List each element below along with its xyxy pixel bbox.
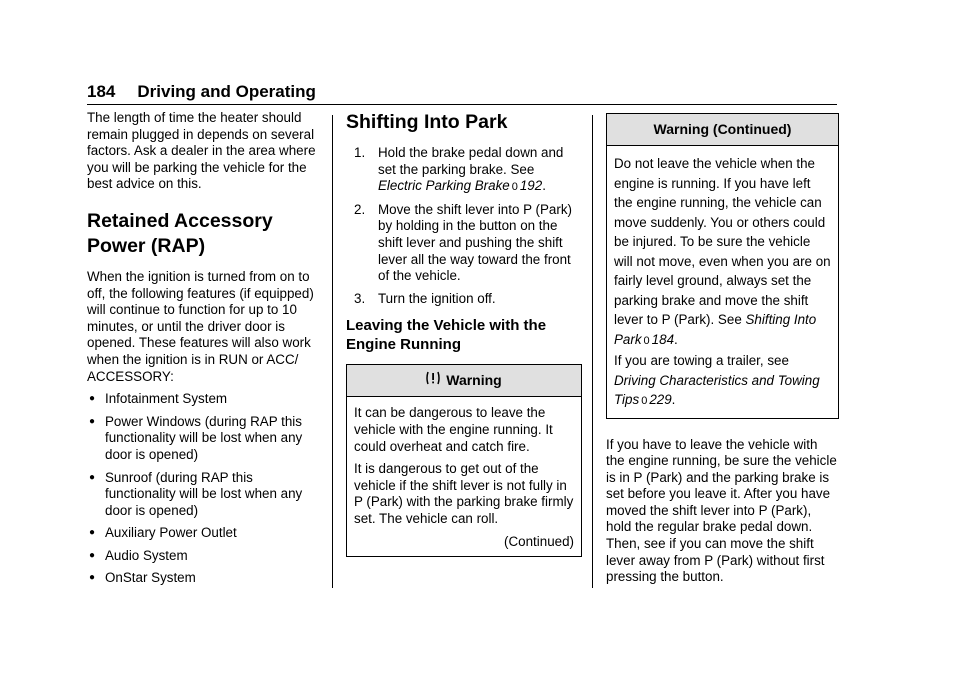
list-item (87, 391, 323, 408)
continued-label: (Continued) (504, 533, 574, 549)
list-item (346, 145, 582, 196)
list-item (346, 291, 582, 308)
step-text: Hold the brake pedal down and set the parking brake. See (378, 145, 564, 177)
warning-body (607, 146, 838, 418)
list-item (87, 470, 323, 520)
feature-list (87, 391, 323, 587)
warning-header: Warning (Continued) (607, 114, 838, 146)
warning-title: Warning (446, 372, 502, 389)
page-reference[interactable]: Driving Characteristics and Towing Tips (614, 372, 820, 407)
leaving-vehicle-heading: Leaving the Vehicle with the Engine Running (346, 317, 547, 353)
page-header (87, 80, 837, 105)
page-number: 184 (87, 82, 116, 101)
bullet-icon: ● (89, 415, 96, 427)
towing-text: If you are towing a trailer, see (614, 353, 789, 368)
warning-icon-svg (426, 370, 440, 386)
warning-box-continued (606, 113, 839, 419)
list-item-text: OnStar System (105, 570, 196, 586)
list-item-text: Infotainment System (105, 391, 228, 407)
column-divider (592, 115, 593, 588)
steps-list (346, 145, 582, 307)
page-reference[interactable]: Shifting Into Park (614, 312, 817, 347)
bullet-icon: ● (89, 527, 96, 539)
list-item (87, 548, 323, 565)
warning-icon (426, 365, 440, 396)
page-reference-number[interactable]: 229 (649, 392, 672, 407)
right-column (606, 113, 839, 586)
list-item (87, 414, 323, 464)
step-number: 3. (354, 290, 366, 306)
punctuation: . (542, 178, 546, 194)
step-number: 2. (354, 201, 366, 217)
warning-text-main: Do not leave the vehicle when the engine is running. If you have left the engine running, the vehicle can move suddenly. You or others could be injured. To be sure the vehicle will not move, even when you are on fairly level ground, always set the parking brake and move the shift lever to P (Park). See (614, 156, 831, 327)
warning-text: It can be dangerous to leave the vehicle with the engine running. It could overheat and catch fire. (354, 405, 553, 454)
page-ref-icon: 0 (641, 395, 648, 407)
leave-running-paragraph: If you have to leave the vehicle with the engine running, be sure the vehicle is in P (Park) and the parking brake is set before you leave it. After you have moved the shift lever into P (Park), hold the regular brake pedal down. Then, see if you can move the shift lever away from P (Park) without first pressing the button. (606, 436, 837, 585)
step-text: Turn the ignition off. (378, 290, 496, 306)
list-item-text: Audio System (105, 547, 188, 563)
column-divider (332, 115, 333, 588)
rap-heading-line2: Power (RAP) (87, 234, 206, 257)
warning-header (347, 365, 581, 397)
list-item (346, 202, 582, 285)
list-item-text: Power Windows (during RAP this functionality will be lost when any door is opened) (105, 413, 303, 462)
section-title: Driving and Operating (137, 82, 316, 101)
list-item (87, 570, 323, 587)
step-text: Move the shift lever into P (Park) by holding in the button on the shift lever and pushing the shift lever all the way toward the front of the vehicle. (378, 201, 572, 284)
page-reference[interactable]: Electric Parking Brake (378, 178, 510, 194)
bullet-icon: ● (89, 393, 96, 405)
bullet-icon: ● (89, 572, 96, 584)
warning-text: It is dangerous to get out of the vehicle if the shift lever is not fully in P (Park) with the parking brake firmly set. The vehicle can roll. (354, 461, 574, 526)
warning-box (346, 364, 582, 557)
page-reference-number[interactable]: 192 (519, 178, 543, 194)
page-reference-number[interactable]: 184 (651, 331, 675, 347)
shifting-heading: Shifting Into Park (346, 111, 508, 133)
warning-body (347, 397, 581, 556)
left-column (87, 110, 323, 593)
rap-heading-line1: Retained Accessory (87, 209, 273, 232)
page-ref-icon: 0 (643, 334, 650, 347)
step-number: 1. (354, 145, 366, 160)
middle-column (346, 110, 582, 557)
bullet-icon: ● (89, 471, 96, 483)
heater-paragraph: The length of time the heater should remain plugged in depends on several factors. Ask a dealer in the area where you will be parking the vehicle for the best advice on this. (87, 110, 316, 192)
warning-text: Do not leave the vehicle when the engine is running. If you have left the engine running, the vehicle can move suddenly. You or others could be injured. To be sure the vehicle will not move, even when you are on fairly level ground, always set the parking brake and move the shift lever to P (Park). See Shifting Into Park 0 184. (614, 156, 831, 347)
warning-text: If you are towing a trailer, see Driving Characteristics and Towing Tips 0 229. (614, 353, 820, 407)
rap-heading (87, 209, 323, 259)
list-item (87, 525, 323, 542)
rap-paragraph: When the ignition is turned from on to off, the following features (if equipped) will continue to function for up to 10 minutes, or until the driver door is opened. These features will also work when the ignition is in RUN or ACC/ ACCESSORY: (87, 268, 314, 384)
bullet-icon: ● (89, 549, 96, 561)
page-ref-icon: 0 (511, 181, 518, 194)
list-item-text: Auxiliary Power Outlet (105, 525, 237, 541)
list-item-text: Sunroof (during RAP this functionality will be lost when any door is opened) (105, 469, 303, 518)
